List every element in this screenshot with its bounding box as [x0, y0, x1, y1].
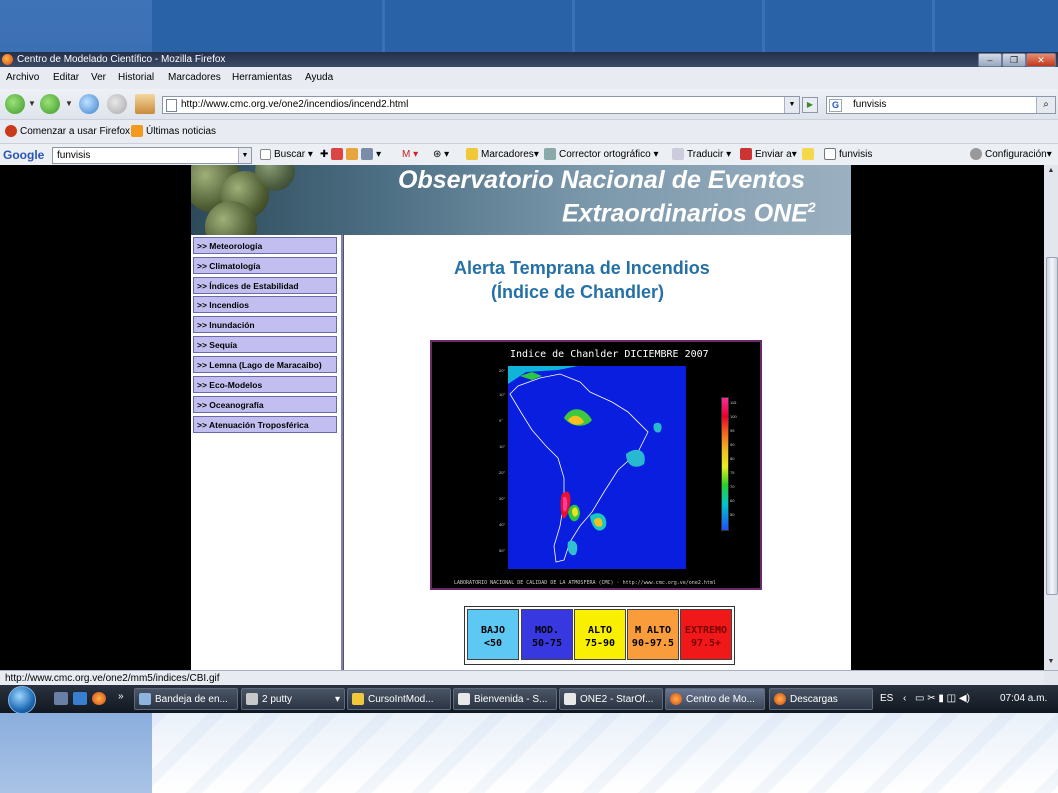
- folder-icon: [352, 693, 364, 705]
- chandler-index-map[interactable]: Indice de Chanlder DICIEMBRE 2007 20° 10° 0° 10° 20° 30° 40° 50° 115 100 95 90 80 75 70 60 50 LABORATORIO NACIONAL DE CALIDAD DE LA ATMOSFERA (CMC) · http://www.cmc.org.ve/one2.html: [430, 340, 762, 590]
- autolink-icon: [346, 148, 358, 160]
- task-one2[interactable]: ONE2 - StarOf...: [559, 688, 663, 710]
- bookmark-latest-news[interactable]: Últimas noticias: [131, 120, 216, 144]
- page-viewport: [0, 165, 1044, 670]
- enviar-button[interactable]: Enviar a▾: [740, 144, 797, 166]
- web-page: [191, 165, 851, 670]
- putty-icon: [246, 693, 258, 705]
- popup-icon: [361, 148, 373, 160]
- translate-icon: [672, 148, 684, 160]
- legend-alto: ALTO 75-90: [574, 609, 626, 660]
- start-button[interactable]: [8, 686, 36, 714]
- nav-atenuacion-troposferica[interactable]: >> Atenuación Troposférica: [193, 416, 337, 433]
- legend-muy-alto: M ALTO 90-97.5: [627, 609, 679, 660]
- slide-bottom-decoration: [152, 713, 1058, 793]
- minimize-button[interactable]: –: [978, 53, 1002, 67]
- search-box[interactable]: [826, 96, 1056, 114]
- clock: 07:04 a.m.: [1000, 693, 1048, 704]
- slide-top-band: [152, 0, 1058, 52]
- window-title: Centro de Modelado Científico - Mozilla Firefox: [17, 54, 226, 65]
- menu-historial[interactable]: Historial: [118, 72, 155, 83]
- pagerank-icon: [331, 148, 343, 160]
- google-toolbar: [0, 143, 1058, 166]
- site-banner: [191, 165, 851, 235]
- google-engine-icon[interactable]: G: [829, 99, 842, 112]
- map-colorbar: [721, 397, 729, 531]
- url-bar[interactable]: [162, 96, 800, 114]
- back-button[interactable]: [5, 94, 25, 114]
- map-plot-area: [508, 366, 686, 569]
- page-subheading: (Índice de Chandler): [491, 282, 665, 302]
- pencil-icon: [802, 148, 814, 160]
- spellcheck-icon: [544, 148, 556, 160]
- menu-herramientas[interactable]: Herramientas: [232, 72, 293, 83]
- url-dropdown-icon[interactable]: ▼: [784, 97, 799, 113]
- funvisis-search-button[interactable]: funvisis: [824, 144, 872, 166]
- nav-oceanografia[interactable]: >> Oceanografía: [193, 396, 337, 413]
- marcadores-button[interactable]: Marcadores▾: [466, 144, 539, 166]
- task-bandeja[interactable]: Bandeja de en...: [134, 688, 238, 710]
- search-icon[interactable]: ⌕: [1036, 97, 1055, 113]
- index-legend: [464, 606, 735, 665]
- home-icon[interactable]: [135, 94, 155, 114]
- forward-button[interactable]: [40, 94, 60, 114]
- url-text: http://www.cmc.org.ve/one2/incendios/incend2.html: [181, 99, 409, 110]
- banner-title-line2: Extraordinarios ONE$^2$: [562, 199, 816, 228]
- reload-icon[interactable]: [79, 94, 99, 114]
- menu-editar[interactable]: Editar: [53, 72, 80, 83]
- firefox-logo-icon: [2, 54, 13, 65]
- scroll-up-icon[interactable]: ▲: [1047, 167, 1055, 174]
- toolbar-extra-icons[interactable]: ✚ ▾: [320, 149, 382, 160]
- menu-archivo[interactable]: Archivo: [6, 72, 40, 83]
- task-putty[interactable]: 2 putty ▾: [241, 688, 345, 710]
- navigation-toolbar: [0, 89, 1058, 119]
- google-search-dropdown-icon[interactable]: ▼: [238, 148, 251, 163]
- bookmark-getting-started[interactable]: Comenzar a usar Firefox: [5, 120, 130, 144]
- legend-bajo: BAJO <50: [467, 609, 519, 660]
- bookmarks-toolbar: [0, 119, 1058, 144]
- configuracion-button[interactable]: Configuración▾: [970, 144, 1052, 166]
- google-buscar-button[interactable]: Buscar ▾: [260, 144, 313, 166]
- highlight-icon[interactable]: [802, 144, 817, 166]
- menu-marcadores[interactable]: Marcadores: [168, 72, 221, 83]
- status-bar: [0, 670, 1058, 686]
- menu-ayuda[interactable]: Ayuda: [305, 72, 334, 83]
- firefox-bookmark-icon: [5, 125, 17, 137]
- task-bienvenida[interactable]: Bienvenida - S...: [453, 688, 557, 710]
- back-dropdown-icon[interactable]: ▼: [28, 99, 36, 108]
- scroll-thumb[interactable]: [1046, 257, 1058, 595]
- tray-icons[interactable]: ▭ ✂ ▮ ◫ ◀): [915, 693, 970, 704]
- firefox-task-icon: [774, 693, 786, 705]
- go-button[interactable]: ▶: [802, 97, 818, 113]
- task-cursoint[interactable]: CursoIntMod...: [347, 688, 451, 710]
- resize-grip[interactable]: [1044, 671, 1058, 686]
- google-g-icon: [260, 149, 271, 160]
- vertical-scrollbar[interactable]: [1044, 165, 1058, 670]
- staroffice-icon: [458, 693, 470, 705]
- forward-dropdown-icon[interactable]: ▼: [65, 99, 73, 108]
- site-sidebar: [191, 235, 343, 670]
- nav-lemna[interactable]: >> Lemna (Lago de Maracaibo): [193, 356, 337, 373]
- traducir-button[interactable]: Traducir ▾: [672, 144, 731, 166]
- google-search-input[interactable]: [52, 147, 252, 164]
- mail-icon: [139, 693, 151, 705]
- magnifier-icon: [824, 148, 836, 160]
- rss-icon: [131, 125, 143, 137]
- menu-bar: [0, 67, 1058, 89]
- map-title: Indice de Chanlder DICIEMBRE 2007: [510, 349, 709, 360]
- tray-expand-icon[interactable]: ‹: [903, 693, 907, 704]
- status-text: http://www.cmc.org.ve/one2/mm5/indices/CBI.gif: [5, 673, 220, 684]
- page-heading: Alerta Temprana de Incendios: [454, 258, 710, 278]
- language-indicator[interactable]: ES: [880, 693, 894, 704]
- nav-eco-modelos[interactable]: >> Eco-Modelos: [193, 376, 337, 393]
- star-icon: [466, 148, 478, 160]
- task-descargas[interactable]: Descargas: [769, 688, 873, 710]
- title-bar: [0, 52, 1058, 67]
- send-icon: [740, 148, 752, 160]
- stop-icon[interactable]: [107, 94, 127, 114]
- firefox-task-icon: [670, 693, 682, 705]
- staroffice-icon: [564, 693, 576, 705]
- taskbar: [0, 685, 1058, 713]
- switch-windows-icon[interactable]: [73, 692, 87, 705]
- nav-incendios[interactable]: >> Incendios: [193, 296, 337, 313]
- google-logo: Google: [3, 148, 45, 162]
- nav-sequia[interactable]: >> Sequía: [193, 336, 337, 353]
- nav-climatologia[interactable]: >> Climatología: [193, 257, 337, 274]
- quicklaunch-more-icon[interactable]: »: [118, 691, 124, 702]
- map-footer: LABORATORIO NACIONAL DE CALIDAD DE LA ATMOSFERA (CMC) · http://www.cmc.org.ve/one2.html: [454, 580, 716, 586]
- corrector-button[interactable]: Corrector ortográfico ▾: [544, 144, 659, 166]
- nav-inundacion[interactable]: >> Inundación: [193, 316, 337, 333]
- search-text: funvisis: [853, 99, 887, 110]
- main-content: [343, 235, 850, 670]
- banner-title-line1: Observatorio Nacional de Eventos: [398, 166, 806, 194]
- show-desktop-icon[interactable]: [54, 692, 68, 705]
- page-icon: [166, 99, 177, 112]
- maximize-button[interactable]: ❐: [1002, 53, 1026, 67]
- google-search-text: funvisis: [57, 150, 91, 161]
- share-icon[interactable]: ⊛ ▾: [433, 149, 450, 160]
- firefox-quicklaunch-icon[interactable]: [92, 692, 106, 705]
- menu-ver[interactable]: Ver: [91, 72, 107, 83]
- legend-extremo: EXTREMO 97.5+: [680, 609, 732, 660]
- firefox-window: [0, 52, 1058, 713]
- gear-icon: [970, 148, 982, 160]
- gmail-icon[interactable]: M ▾: [402, 149, 419, 160]
- nav-indices-estabilidad[interactable]: >> Índices de Estabilidad: [193, 277, 337, 294]
- close-button[interactable]: ✕: [1026, 53, 1056, 67]
- nav-meteorologia[interactable]: >> Meteorología: [193, 237, 337, 254]
- task-centro-modelado[interactable]: Centro de Mo...: [665, 688, 765, 710]
- scroll-down-icon[interactable]: ▼: [1047, 658, 1055, 665]
- legend-moderado: MOD. 50-75: [521, 609, 573, 660]
